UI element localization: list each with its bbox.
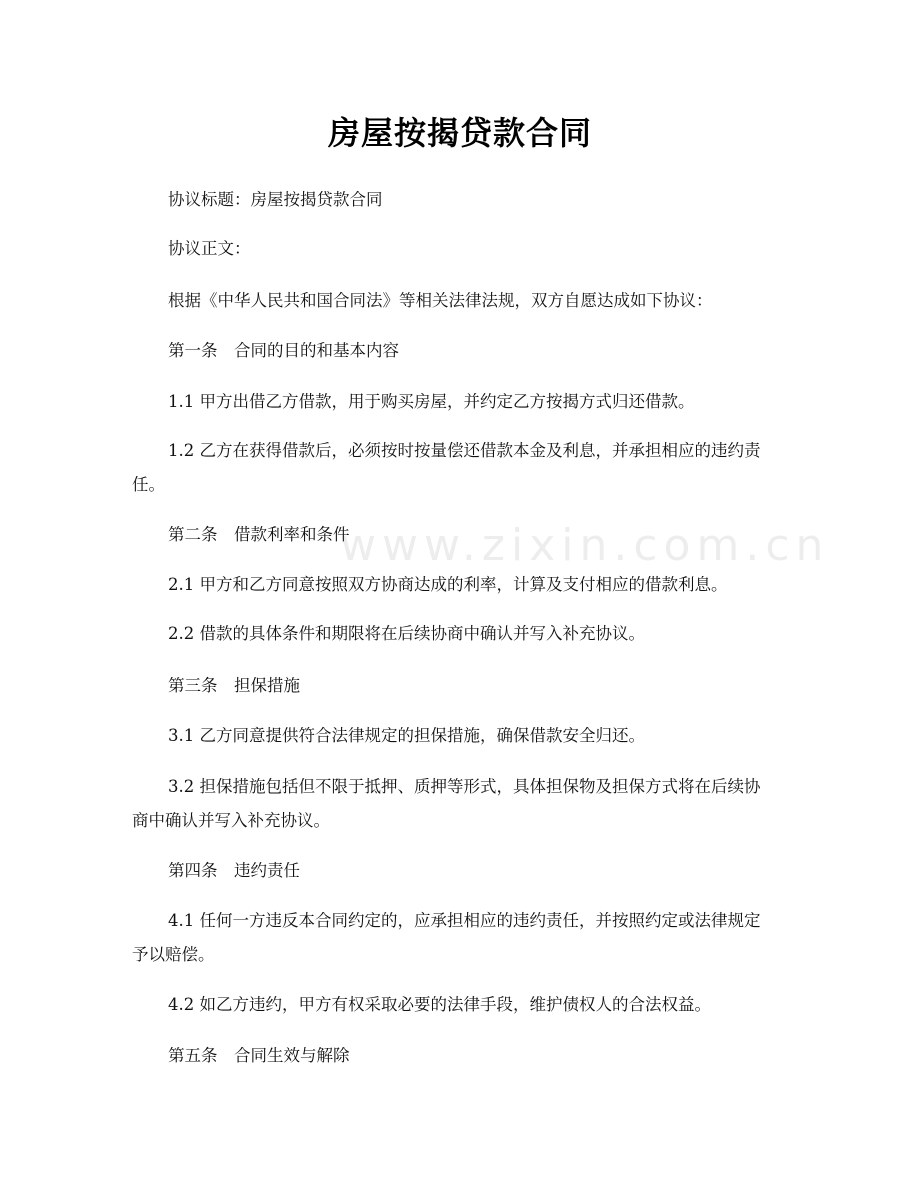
clause-3-1: 3.1 乙方同意提供符合法律规定的担保措施，确保借款安全归还。 <box>168 726 645 745</box>
document-title: 房屋按揭贷款合同 <box>327 114 592 152</box>
clause-4-2: 4.2 如乙方违约，甲方有权采取必要的法律手段，维护债权人的合法权益。 <box>168 995 711 1014</box>
article-1-heading: 第一条 合同的目的和基本内容 <box>168 341 399 360</box>
paragraph-body-label: 协议正文： <box>168 239 251 258</box>
clause-4-1: 4.1 任何一方违反本合同约定的，应承担相应的违约责任，并按照约定或法律规定予以赔偿。 <box>132 911 761 964</box>
paragraph-preamble: 根据《中华人民共和国合同法》等相关法律法规，双方自愿达成如下协议： <box>168 291 713 310</box>
clause-1-1: 1.1 甲方出借乙方借款，用于购买房屋，并约定乙方按揭方式归还借款。 <box>168 392 695 411</box>
article-2-heading: 第二条 借款利率和条件 <box>168 525 350 544</box>
clause-2-2: 2.2 借款的具体条件和期限将在后续协商中确认并写入补充协议。 <box>168 624 645 643</box>
paragraph-agreement-title: 协议标题：房屋按揭贷款合同 <box>168 190 383 209</box>
clause-2-1: 2.1 甲方和乙方同意按照双方协商达成的利率，计算及支付相应的借款利息。 <box>168 575 728 594</box>
article-5-heading: 第五条 合同生效与解除 <box>168 1046 350 1065</box>
article-3-heading: 第三条 担保措施 <box>168 676 300 695</box>
clause-3-2: 3.2 担保措施包括但不限于抵押、质押等形式，具体担保物及担保方式将在后续协商中确认并写入补充协议。 <box>132 777 761 830</box>
watermark: www.zixin.com.cn <box>340 520 830 571</box>
clause-1-2: 1.2 乙方在获得借款后，必须按时按量偿还借款本金及利息，并承担相应的违约责任。 <box>132 441 761 494</box>
article-4-heading: 第四条 违约责任 <box>168 861 300 880</box>
